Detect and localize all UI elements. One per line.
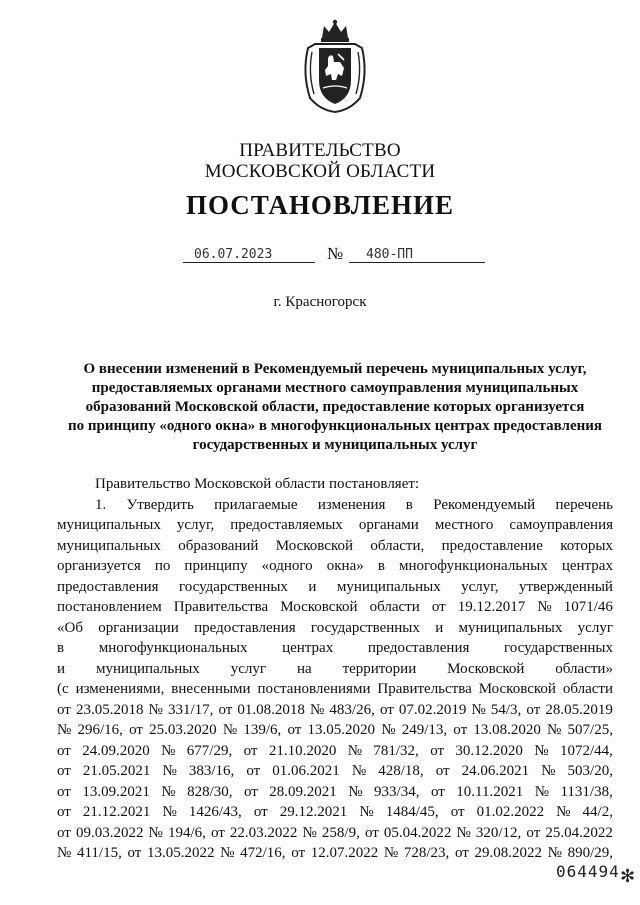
body-word: 503/20, [567,763,613,779]
subject-line: государственных и муниципальных услуг [192,437,478,453]
body-word: 781/32, [373,742,419,759]
body-line [57,679,613,700]
body-word: 507/25, [567,722,613,738]
body-word: прилагаемые [214,496,298,513]
org-name-line2: МОСКОВСКОЙ ОБЛАСТИ [204,161,436,182]
document-date: 06.07.2023 [194,247,273,262]
body-word: и [308,578,317,595]
body-word: области» [555,660,613,677]
body-word: области [369,599,420,615]
body-word: 07.02.2019 [398,701,467,718]
body-word: 483/26, [329,701,375,718]
body-word: от [210,824,225,841]
body-word: постановлением [57,599,162,615]
body-word: № [57,722,72,738]
body-word: 828/30, [187,783,233,800]
body-word: 25.04.2022 [545,824,613,841]
body-word: Утвердить [126,496,194,513]
body-word: № [351,763,367,779]
body-word: № [359,804,374,820]
body-word: изменениями, [75,681,165,697]
body-word: 1484/45, [385,804,439,820]
body-word: 01.02.2022 [476,804,545,820]
subject-line: предоставляемых органами местного самоуправления муниципальных [91,380,579,396]
body-word: № [161,742,176,759]
body-word: 13.08.2020 [473,722,541,738]
body-word: № [302,824,317,841]
body-word: 01.06.2021 [272,763,340,779]
body-word: 28.05.2019 [545,701,613,718]
body-word: предоставления [57,578,159,595]
document-type-title: ПОСТАНОВЛЕНИЕ [185,190,455,220]
body-word: Московской [275,537,354,554]
body-word: от [287,722,302,738]
body-word: № [383,845,399,861]
body-word: № [57,845,72,861]
body-word: 29.08.2022 [474,845,542,861]
body-word: 677/29, [186,742,233,759]
body-word: № [222,722,238,738]
body-line [57,556,613,577]
issue-city: г. Красногорск [273,294,367,310]
body-word: и [57,660,66,677]
body-word: постановлениями [257,681,371,697]
body-word: 12.07.2022 [310,845,379,861]
body-word: 890/29, [567,845,613,861]
body-word: 1131/38, [560,783,613,800]
body-word: утвержденный [518,578,613,595]
body-line [57,741,613,762]
body-word: № [541,763,556,779]
serial-number: 064494 [556,862,620,881]
body-line [57,823,613,844]
body-word: предоставление [441,537,543,554]
body-word: 01.08.2018 [237,701,305,718]
body-word: услуг [230,660,267,677]
body-word: и [435,619,444,636]
subject-line: по принципу «одного окна» в многофункциональных центрах предоставления [67,418,603,434]
body-line [57,720,613,741]
body-line [57,761,613,782]
body-word: 44/2, [582,804,613,820]
body-word: 1. [95,496,107,513]
number-underline [349,262,485,263]
body-word: внесенными [171,681,251,697]
body-word: от [57,742,71,759]
body-word: в [405,496,413,513]
body-word: № [556,804,571,820]
body-word: услуг [577,619,613,636]
body-word: № [162,804,177,820]
body-word: 13.09.2021 [82,783,150,800]
body-word: «Об [57,619,83,636]
body-word: изменения [317,496,386,513]
body-word: от [364,824,379,841]
body-word: 13.05.2022 [147,845,215,861]
body-word: 22.03.2022 [229,824,298,841]
body-word: № [220,845,235,861]
body-word: 13.05.2020 [307,722,375,738]
body-word: от [218,701,233,718]
body-word: многофункциональных [98,640,248,656]
body-word: от [127,845,142,861]
body-word: на [296,660,312,677]
body-line [57,495,613,516]
body-word: от [431,599,446,615]
body-word: от [526,701,541,718]
body-word: 25.03.2020 [149,722,217,738]
body-word: от [430,742,445,759]
body-word: 21.12.2021 [82,804,151,820]
body-word: 21.10.2020 [268,742,337,759]
body-word: центрах [561,558,613,574]
body-word: 29.12.2021 [279,804,348,820]
subject-line: О внесении изменений в Рекомендуемый перечень муниципальных услуг, [83,361,587,377]
body-word: от [450,804,465,820]
body-word: многофункциональных [399,558,548,574]
body-line [57,515,613,536]
body-word: 24.06.2021 [461,763,530,779]
body-word: № [162,763,177,779]
body-line [57,843,613,864]
body-word: 933/34, [374,783,420,800]
body-word: № [547,845,562,861]
body-word: от [454,845,469,861]
document-body [57,474,613,864]
body-word: 1071/46 [563,599,613,615]
body-word: Рекомендуемый [433,496,536,513]
body-word: от [435,763,450,779]
body-line [57,782,613,803]
number-sign: № [327,244,344,263]
body-word: 320/12, [475,824,522,841]
body-word: муниципальных [57,537,161,554]
document-subject [55,360,615,455]
body-word: № [537,599,552,615]
intro-paragraph: Правительство Московской области постановляет: [95,476,420,492]
body-word: по [154,558,171,574]
body-word: 1072/44, [559,742,613,759]
body-word: в [377,558,385,574]
body-line [57,618,613,639]
body-word: государственных [178,578,288,595]
body-word: в [57,640,65,656]
body-word: № [471,701,486,718]
body-word: организуется [57,558,141,574]
body-word: № [534,742,549,759]
date-underline [183,262,315,263]
body-word: 383/16, [188,763,235,779]
body-word: 331/17, [167,701,214,718]
body-word: услуг, [461,578,499,595]
body-word: Московской [280,599,358,615]
body-word: 428/18, [378,763,424,779]
body-word: образований [178,537,259,554]
body-word: от [379,701,394,718]
body-word: 09.03.2022 [75,824,144,841]
body-word: самоуправления [509,517,613,533]
body-word: № [161,783,176,800]
body-line [57,536,613,557]
body-word: от [253,804,268,820]
body-word: предоставляемых [230,517,343,533]
body-word: Правительства [377,681,472,697]
body-word: области [562,681,613,697]
body-line [57,638,613,659]
body-word: государственных [310,619,420,636]
body-word: предоставления [194,619,296,636]
body-word: 296/16, [77,722,123,738]
body-word: № [148,701,163,718]
body-word: Московской [447,660,525,677]
body-word: от [57,763,71,779]
body-word: центрах [282,640,334,656]
body-word: муниципальных [336,578,441,595]
body-word: местного [434,517,494,533]
body-line [57,597,613,618]
body-word: от [243,783,258,800]
body-word: № [534,783,549,800]
body-word: муниципальных [458,619,563,636]
body-word: 24.09.2020 [82,742,150,759]
document-number: 480-ПП [366,247,413,262]
body-word: № [148,824,163,841]
body-word: государственных [504,640,613,656]
body-word: услуг, [176,517,215,533]
body-word: предоставления [367,640,470,656]
subject-line: образований Московской области, предоставление которых организуется [85,399,585,415]
asterisk-mark: ✻ [620,866,636,886]
body-line [57,577,613,598]
body-word: 411/15, [76,845,122,861]
body-word: муниципальных [57,517,161,533]
org-name-line1: ПРАВИТЕЛЬСТВО [239,140,401,161]
body-line [57,802,613,823]
body-word: от [129,722,143,738]
body-word: № [310,701,325,718]
body-word: № [456,824,471,841]
body-word: № [348,783,363,800]
body-word: от [430,783,445,800]
body-word: Правительства [173,599,269,615]
body-word: от [57,824,71,841]
body-word: организации [98,619,179,636]
body-word: 10.11.2021 [456,783,524,800]
body-word: Московской [478,681,556,697]
body-word: от [526,824,541,841]
body-word: 472/16, [240,845,286,861]
body-word: 194/6, [167,824,206,841]
body-word: муниципальных [95,660,200,677]
body-word: от [246,763,261,779]
body-word: № [547,722,562,738]
body-word: от [243,742,258,759]
body-word: от [57,701,71,718]
body-word: которых [560,537,613,554]
body-word: 21.05.2021 [82,763,151,779]
body-word: от [57,804,71,820]
body-word: окна» [326,558,364,574]
body-line [57,659,613,680]
body-word: органами [358,517,419,533]
body-word: 30.12.2020 [455,742,523,759]
body-word: 54/3, [490,701,522,718]
body-word: области, [370,537,425,554]
body-word: территории [342,660,417,677]
body-word: (с [57,681,69,697]
body-word: «одного [261,558,313,574]
body-word: 28.09.2021 [269,783,337,800]
body-word: от [57,783,71,800]
body-word: перечень [555,496,613,513]
body-word: 139/6, [243,722,282,738]
body-word: от [453,722,468,738]
body-word: принципу [184,558,248,574]
body-word: № [381,722,396,738]
paragraph-1 [57,495,613,864]
body-word: от [291,845,306,861]
body-word: 258/9, [321,824,360,841]
moscow-oblast-coat-of-arms-icon [300,18,370,114]
body-word: 728/23, [403,845,450,861]
body-line [57,700,613,721]
body-word: 05.04.2022 [383,824,452,841]
body-word: 249/13, [401,722,448,738]
body-word: 1426/43, [188,804,242,820]
body-word: № [347,742,363,759]
body-word: 19.12.2017 [457,599,526,615]
body-word: 23.05.2018 [75,701,144,718]
